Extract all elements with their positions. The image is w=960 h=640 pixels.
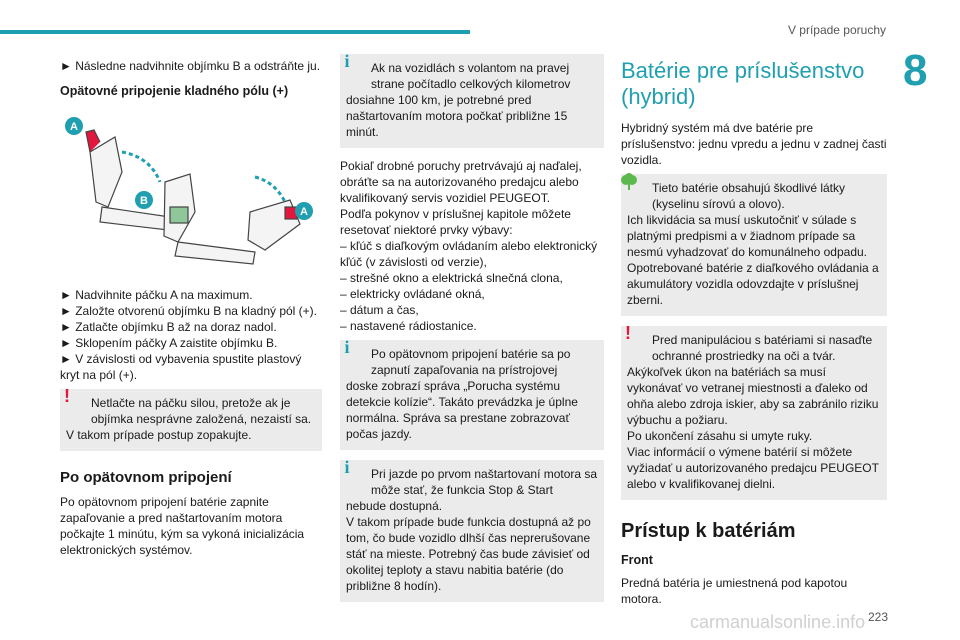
warning-text-rest: V takom prípade postup zopakujte. bbox=[66, 428, 252, 442]
info-3-more: V takom prípade bude funkcia dostupná až po tom, čo bude vozidlo dlhší čas neprerušovane stáť na mieste. Potrebný čas bude závisieť od okolitej teploty a stavu nabitia batérie (do približne 8 hodín). bbox=[346, 515, 591, 593]
reset-item-1: – kľúč s diaľkovým ovládaním alebo elektronický kľúč (v závislosti od verzie), bbox=[340, 239, 598, 269]
safety-more-2: Viac informácií o výmene batérií si môžete vyžiadať u autorizovaného predajcu PEUGEOT alebo v kvalifikovanej dielni. bbox=[627, 445, 879, 491]
section-heading: Batérie pre príslušenstvo (hybrid) bbox=[621, 58, 865, 109]
body-paragraph-2: Podľa pokynov v príslušnej kapitole môžete resetovať niektoré prvky výbavy: bbox=[340, 207, 571, 237]
warning-text-first: Netlačte na páčku silou, pretože ak je objímka nesprávne založená, nezaistí sa. bbox=[91, 396, 312, 426]
info-3-rest: nebude dostupná. bbox=[346, 499, 443, 513]
eco-first: Tieto batérie obsahujú škodlivé látky (kyselinu sírovú a olovo). bbox=[652, 181, 845, 211]
info-2-first: Po opätovnom pripojení batérie sa po zapnutí zapaľovania na prístrojovej bbox=[371, 347, 571, 377]
info-icon: i bbox=[344, 51, 350, 71]
reconnect-heading: Opätovné pripojenie kladného pólu (+) bbox=[60, 84, 289, 98]
chapter-number: 8 bbox=[903, 46, 928, 95]
info-box-3 bbox=[340, 457, 604, 602]
after-reconnect-heading: Po opätovnom pripojení bbox=[60, 469, 232, 486]
hybrid-intro: Hybridný systém má dve batérie pre príslušenstvo: jednu vpredu a jednu v zadnej časti vozidla. bbox=[621, 121, 887, 167]
column-3 bbox=[621, 58, 887, 613]
step-5: ► V závislosti od vybavenia spustite plastový kryt na pól (+). bbox=[60, 352, 302, 382]
battery-clamp-illustration bbox=[60, 112, 322, 272]
page-number: 223 bbox=[867, 610, 888, 624]
column-1 bbox=[60, 58, 322, 564]
warning-icon: ! bbox=[625, 323, 631, 343]
column-2 bbox=[340, 51, 604, 612]
info-1-rest: dosiahne 100 km, je potrebné pred naštartovaním motora počkať približne 15 minút. bbox=[346, 93, 568, 139]
safety-more-1: Po ukončení zásahu si umyte ruky. bbox=[627, 429, 813, 443]
body-paragraph-1: Pokiaľ drobné poruchy pretrvávajú aj naďalej, obráťte sa na autorizovaného predajcu alebo kvalifikovaný servis vozidiel PEUGEOT. bbox=[340, 159, 582, 205]
access-heading: Prístup k batériám bbox=[621, 520, 796, 542]
warning-icon: ! bbox=[64, 386, 70, 406]
info-2-rest: doske zobrazí správa „Porucha systému detekcie kolízie“. Takáto prevádzka je úplne normálna. Správa sa prestane zobrazovať počas jazdy. bbox=[346, 379, 578, 441]
marker-a-right-label: A bbox=[300, 206, 308, 218]
after-reconnect-text: Po opätovnom pripojení batérie zapnite zapaľovanie a pred naštartovaním motora počkajte 1 minútu, kým sa vykoná inicializácia elektronických systémov. bbox=[60, 495, 305, 557]
leaf-icon bbox=[620, 173, 638, 191]
watermark: carmanualsonline.info bbox=[690, 612, 866, 632]
safety-warning-box bbox=[621, 323, 887, 500]
info-icon: i bbox=[344, 457, 350, 477]
info-1-first: Ak na vozidlách s volantom na pravej strane počítadlo celkových kilometrov bbox=[371, 61, 571, 91]
info-box-2 bbox=[340, 337, 604, 450]
header-accent-bar bbox=[0, 30, 470, 34]
warning-box bbox=[60, 386, 322, 451]
info-box-1 bbox=[340, 51, 604, 148]
safety-rest: Akýkoľvek úkon na batériách sa musí vykonávať vo vetranej miestnosti a ďaleko od ohňa alebo zdroja iskier, aby sa zabránilo riziku výbuchu a požiaru. bbox=[627, 365, 879, 427]
step-3: ► Zatlačte objímku B až na doraz nadol. bbox=[60, 320, 277, 334]
step-4: ► Sklopením páčky A zaistite objímku B. bbox=[60, 336, 278, 350]
environment-box bbox=[621, 174, 887, 316]
info-icon: i bbox=[344, 337, 350, 357]
step-2: ► Založte otvorenú objímku B na kladný pól (+). bbox=[60, 304, 318, 318]
marker-a-top-label: A bbox=[70, 121, 78, 133]
reset-item-2: – strešné okno a elektrická slnečná clona, bbox=[340, 271, 563, 285]
reset-item-5: – nastavené rádiostanice. bbox=[340, 319, 477, 333]
info-3-first: Pri jazde po prvom naštartovaní motora sa môže stať, že funkcia Stop & Start bbox=[371, 467, 598, 497]
eco-rest: Ich likvidácia sa musí uskutočniť v súlade s platnými predpismi a v žiadnom prípade sa nesmú vyhadzovať do komunálneho odpadu. Opotrebované batérie z diaľkového ovládania a akumulátory vozidla odovzdajte v príslušnej zberni. bbox=[627, 213, 879, 307]
section-title: V prípade poruchy bbox=[787, 23, 886, 37]
front-text: Predná batéria je umiestnená pod kapotou motora. bbox=[621, 576, 848, 606]
reset-item-4: – dátum a čas, bbox=[340, 303, 419, 317]
reset-item-3: – elektricky ovládané okná, bbox=[340, 287, 485, 301]
intro-step: ► Následne nadvihnite objímku B a odstráňte ju. bbox=[60, 59, 321, 73]
step-1: ► Nadvihnite páčku A na maximum. bbox=[60, 288, 253, 302]
marker-b-label: B bbox=[140, 195, 148, 207]
front-heading: Front bbox=[621, 553, 653, 567]
safety-first: Pred manipuláciou s batériami si nasaďte ochranné prostriedky na oči a tvár. bbox=[652, 333, 873, 363]
